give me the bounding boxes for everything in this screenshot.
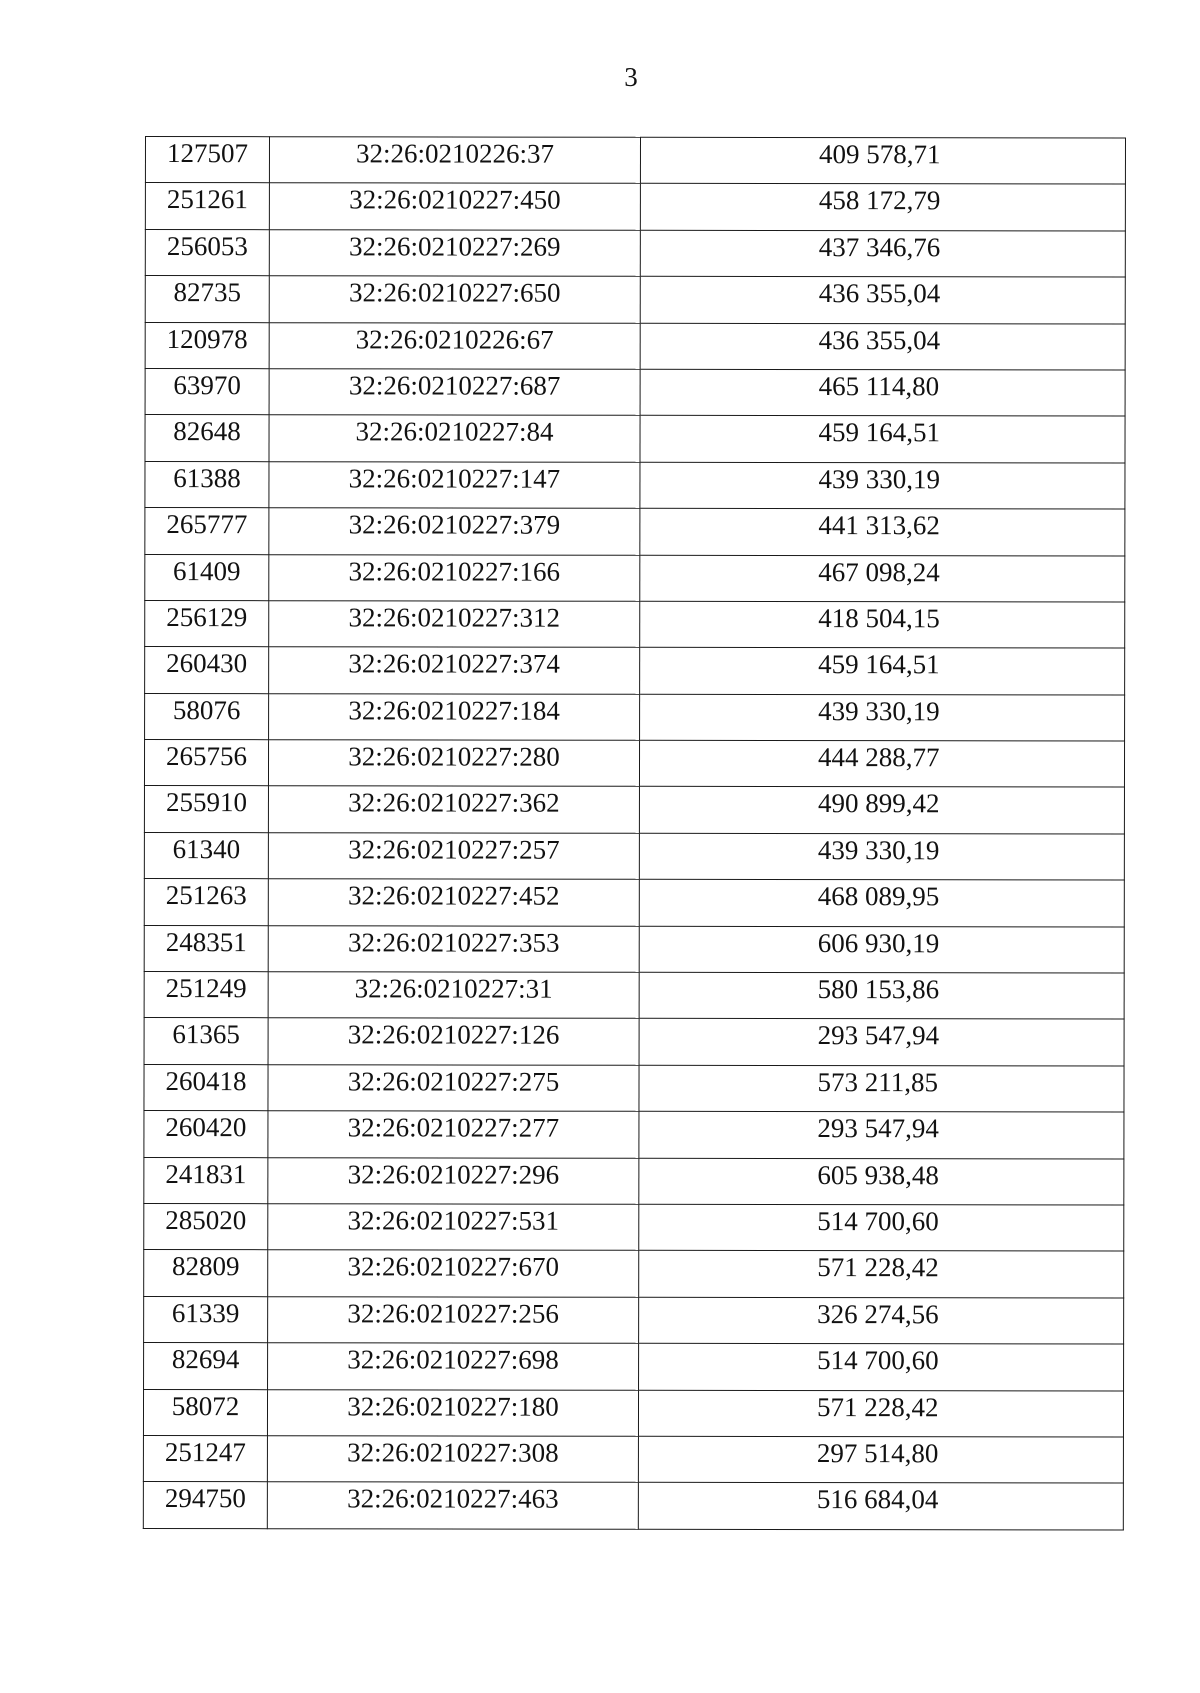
cadastral-value-cell: 580 153,86 (639, 972, 1124, 1019)
table-row (144, 832, 1124, 880)
object-id-cell: 127507 (145, 137, 269, 184)
table-row (145, 229, 1125, 277)
cadastral-number-cell: 32:26:0210227:687 (269, 369, 640, 416)
table-row (145, 276, 1125, 324)
object-id-cell: 265777 (145, 508, 269, 555)
table-row (143, 1389, 1123, 1437)
object-id-cell: 251261 (145, 183, 269, 230)
cadastral-number-cell: 32:26:0210227:180 (267, 1389, 638, 1436)
cadastral-value-cell: 293 547,94 (639, 1019, 1124, 1066)
cadastral-number-cell: 32:26:0210227:374 (269, 647, 640, 694)
object-id-cell: 63970 (145, 368, 269, 415)
object-id-cell: 251247 (143, 1435, 267, 1482)
object-id-cell: 285020 (144, 1203, 268, 1250)
table-row (145, 322, 1125, 370)
object-id-cell: 265756 (144, 740, 268, 787)
table-row (143, 1482, 1123, 1530)
cadastral-number-cell: 32:26:0210226:67 (269, 322, 640, 369)
cadastral-value-cell: 436 355,04 (640, 276, 1125, 323)
cadastral-number-cell: 32:26:0210227:84 (269, 415, 640, 462)
cadastral-number-cell: 32:26:0210227:312 (269, 601, 640, 648)
table-row (144, 1296, 1124, 1344)
table-row (144, 1157, 1124, 1205)
cadastral-number-cell: 32:26:0210227:257 (268, 833, 639, 880)
table-row (145, 461, 1125, 509)
cadastral-value-cell: 490 899,42 (639, 787, 1124, 834)
object-id-cell: 241831 (144, 1157, 268, 1204)
table-row (143, 1435, 1123, 1483)
cadastral-value-cell: 409 578,71 (640, 137, 1125, 184)
cadastral-number-cell: 32:26:0210227:379 (269, 508, 640, 555)
object-id-cell: 255910 (144, 786, 268, 833)
object-id-cell: 82648 (145, 415, 269, 462)
object-id-cell: 256053 (145, 229, 269, 276)
object-id-cell: 61388 (145, 461, 269, 508)
data-table-container (143, 136, 1125, 1530)
page-number: 3 (624, 62, 638, 92)
cadastral-number-cell: 32:26:0210227:31 (268, 972, 639, 1019)
cadastral-value-cell: 605 938,48 (639, 1158, 1124, 1205)
cadastral-value-cell: 436 355,04 (640, 323, 1125, 370)
cadastral-number-cell: 32:26:0210227:296 (268, 1157, 639, 1204)
cadastral-number-cell: 32:26:0210227:275 (268, 1065, 639, 1112)
cadastral-value-cell: 468 089,95 (639, 880, 1124, 927)
table-row (145, 600, 1125, 648)
table-row (144, 925, 1124, 973)
table-row (145, 368, 1125, 416)
table-row (144, 879, 1124, 927)
cadastral-value-cell: 439 330,19 (640, 462, 1125, 509)
cadastral-value-cell: 459 164,51 (640, 416, 1125, 463)
cadastral-number-cell: 32:26:0210227:450 (269, 183, 640, 230)
cadastral-value-cell: 459 164,51 (640, 648, 1125, 695)
cadastral-number-cell: 32:26:0210227:698 (268, 1343, 639, 1390)
cadastral-value-cell: 326 274,56 (639, 1297, 1124, 1344)
object-id-cell: 248351 (144, 925, 268, 972)
cadastral-number-cell: 32:26:0210227:269 (269, 229, 640, 276)
cadastral-value-cell: 465 114,80 (640, 369, 1125, 416)
cadastral-number-cell: 32:26:0210226:37 (269, 137, 640, 184)
object-id-cell: 120978 (145, 322, 269, 369)
cadastral-value-cell: 606 930,19 (639, 926, 1124, 973)
object-id-cell: 61340 (144, 832, 268, 879)
object-id-cell: 251263 (144, 879, 268, 926)
table-row (145, 137, 1125, 185)
cadastral-number-cell: 32:26:0210227:670 (268, 1250, 639, 1297)
object-id-cell: 260420 (144, 1111, 268, 1158)
table-row (144, 740, 1124, 788)
cadastral-number-cell: 32:26:0210227:256 (268, 1296, 639, 1343)
object-id-cell: 61409 (145, 554, 269, 601)
table-row (145, 508, 1125, 556)
cadastral-number-cell: 32:26:0210227:126 (268, 1018, 639, 1065)
table-row (145, 554, 1125, 602)
cadastral-number-cell: 32:26:0210227:147 (269, 461, 640, 508)
object-id-cell: 61365 (144, 1018, 268, 1065)
object-id-cell: 82735 (145, 276, 269, 323)
cadastral-value-cell: 571 228,42 (639, 1251, 1124, 1298)
cadastral-number-cell: 32:26:0210227:650 (269, 276, 640, 323)
cadastral-number-cell: 32:26:0210227:452 (268, 879, 639, 926)
cadastral-value-cell: 293 547,94 (639, 1111, 1124, 1158)
table-row (145, 415, 1125, 463)
cadastral-number-cell: 32:26:0210227:353 (268, 925, 639, 972)
cadastral-value-cell: 441 313,62 (640, 508, 1125, 555)
object-id-cell: 58076 (145, 693, 269, 740)
table-row (144, 1343, 1124, 1391)
cadastral-number-cell: 32:26:0210227:531 (268, 1204, 639, 1251)
cadastral-value-cell: 297 514,80 (638, 1436, 1123, 1483)
cadastral-value-cell: 516 684,04 (638, 1483, 1123, 1530)
object-id-cell: 256129 (145, 600, 269, 647)
table-row (144, 1064, 1124, 1112)
cadastral-value-cell: 467 098,24 (640, 555, 1125, 602)
table-row (144, 972, 1124, 1020)
table-row (145, 647, 1125, 695)
table-row (144, 1203, 1124, 1251)
cadastral-value-cell: 439 330,19 (639, 833, 1124, 880)
table-row (145, 693, 1125, 741)
cadastral-value-cell: 514 700,60 (639, 1204, 1124, 1251)
object-id-cell: 58072 (143, 1389, 267, 1436)
cadastral-value-cell: 418 504,15 (640, 601, 1125, 648)
cadastral-value-cell: 458 172,79 (640, 184, 1125, 231)
table-row (144, 1250, 1124, 1298)
cadastral-value-cell: 571 228,42 (638, 1390, 1123, 1437)
table-body (143, 137, 1125, 1530)
object-id-cell: 251249 (144, 972, 268, 1019)
cadastral-value-cell: 444 288,77 (639, 740, 1124, 787)
table-row (144, 1018, 1124, 1066)
cadastral-value-cell: 439 330,19 (640, 694, 1125, 741)
cadastral-number-cell: 32:26:0210227:463 (267, 1482, 638, 1529)
cadastral-value-table (143, 136, 1126, 1530)
object-id-cell: 82694 (144, 1343, 268, 1390)
object-id-cell: 294750 (143, 1482, 267, 1529)
cadastral-value-cell: 514 700,60 (639, 1343, 1124, 1390)
cadastral-number-cell: 32:26:0210227:277 (268, 1111, 639, 1158)
table-row (144, 786, 1124, 834)
table-row (145, 183, 1125, 231)
object-id-cell: 260418 (144, 1064, 268, 1111)
cadastral-number-cell: 32:26:0210227:166 (269, 554, 640, 601)
table-row (144, 1111, 1124, 1159)
cadastral-value-cell: 573 211,85 (639, 1065, 1124, 1112)
object-id-cell: 260430 (145, 647, 269, 694)
object-id-cell: 61339 (144, 1296, 268, 1343)
object-id-cell: 82809 (144, 1250, 268, 1297)
cadastral-number-cell: 32:26:0210227:184 (269, 693, 640, 740)
cadastral-number-cell: 32:26:0210227:280 (268, 740, 639, 787)
cadastral-number-cell: 32:26:0210227:362 (268, 786, 639, 833)
cadastral-number-cell: 32:26:0210227:308 (267, 1436, 638, 1483)
cadastral-value-cell: 437 346,76 (640, 230, 1125, 277)
